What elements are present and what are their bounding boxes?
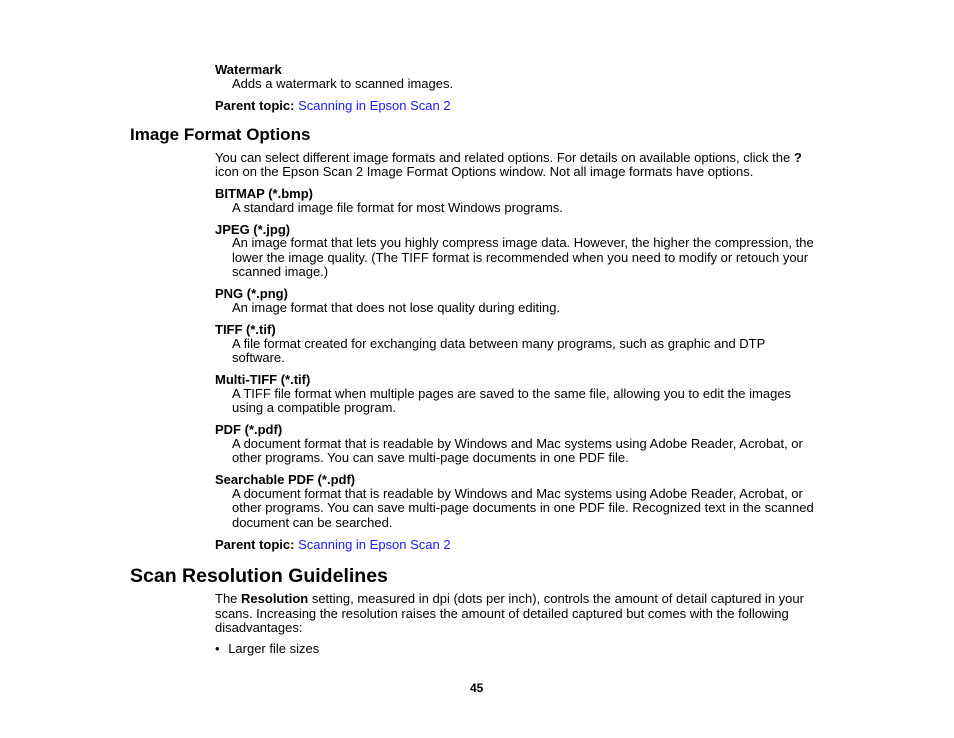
format-desc-bitmap: A standard image file format for most Windows programs. [232,200,563,215]
scan-resolution-heading: Scan Resolution Guidelines [130,565,388,587]
image-format-heading: Image Format Options [130,125,311,144]
format-term-searchable-pdf: Searchable PDF (*.pdf) [215,472,356,487]
bullet-item [215,642,319,657]
format-desc-tiff-line: software. [232,350,285,365]
format-desc-png: An image format that does not lose quality during editing. [232,300,561,315]
format-desc-multi-tiff-line: using a compatible program. [232,400,397,415]
watermark-desc: Adds a watermark to scanned images. [232,76,454,91]
intro-rest: setting, measured in dpi (dots per inch), controls the amount of detail captured in your [311,591,804,606]
format-term-jpeg: JPEG (*.jpg) [215,222,291,237]
format-desc-searchable-pdf-line: A document format that is readable by Windows and Mac systems using Adobe Reader, Acrobat, or [232,486,803,501]
parent-topic-label: Parent topic: [215,537,295,552]
parent-topic-1 [215,98,451,114]
format-term-pdf: PDF (*.pdf) [215,422,283,437]
parent-topic-link[interactable]: Scanning in Epson Scan 2 [298,537,451,552]
intro-the: The [215,591,238,606]
format-desc-jpeg-line: scanned image.) [232,264,329,279]
format-desc-jpeg-line: An image format that lets you highly compress image data. However, the higher the compression, the [232,235,814,250]
scan-resolution-intro-line3: disadvantages: [215,620,303,635]
format-desc-pdf-line: A document format that is readable by Windows and Mac systems using Adobe Reader, Acrobat, or [232,436,803,451]
bullet-dot: • [215,641,220,656]
format-term-multi-tiff: Multi-TIFF (*.tif) [215,372,311,387]
parent-topic-label: Parent topic: [215,98,295,113]
format-desc-tiff-line: A file format created for exchanging data between many programs, such as graphic and DTP [232,336,766,351]
watermark-term: Watermark [215,62,282,77]
format-desc-pdf-line: other programs. You can save multi-page documents in one PDF file. [232,450,629,465]
help-question-icon: ? [793,150,802,165]
format-desc-searchable-pdf-line: other programs. You can save multi-page documents in one PDF file. Recognized text in the scanned [232,500,814,515]
parent-topic-link[interactable]: Scanning in Epson Scan 2 [298,98,451,113]
scan-resolution-intro-line2: scans. Increasing the resolution raises the amount of detailed captured but comes with the following [215,606,789,621]
format-term-tiff: TIFF (*.tif) [215,322,276,337]
bullet-text: Larger file sizes [228,641,320,656]
format-desc-jpeg-line: lower the image quality. (The TIFF format is recommended when you need to modify or retouch your [232,250,809,265]
scan-resolution-intro-line1 [215,592,804,607]
intro-bold-resolution: Resolution [241,591,309,606]
image-format-intro-line2: icon on the Epson Scan 2 Image Format Options window. Not all image formats have options. [215,164,754,179]
parent-topic-2 [215,537,451,553]
intro-text: You can select different image formats and related options. For details on available options, click the [215,150,791,165]
format-desc-searchable-pdf-line: document can be searched. [232,515,393,530]
format-term-png: PNG (*.png) [215,286,288,301]
format-term-bitmap: BITMAP (*.bmp) [215,186,313,201]
page-number: 45 [470,681,484,695]
format-desc-multi-tiff-line: A TIFF file format when multiple pages are saved to the same file, allowing you to edit the images [232,386,792,401]
